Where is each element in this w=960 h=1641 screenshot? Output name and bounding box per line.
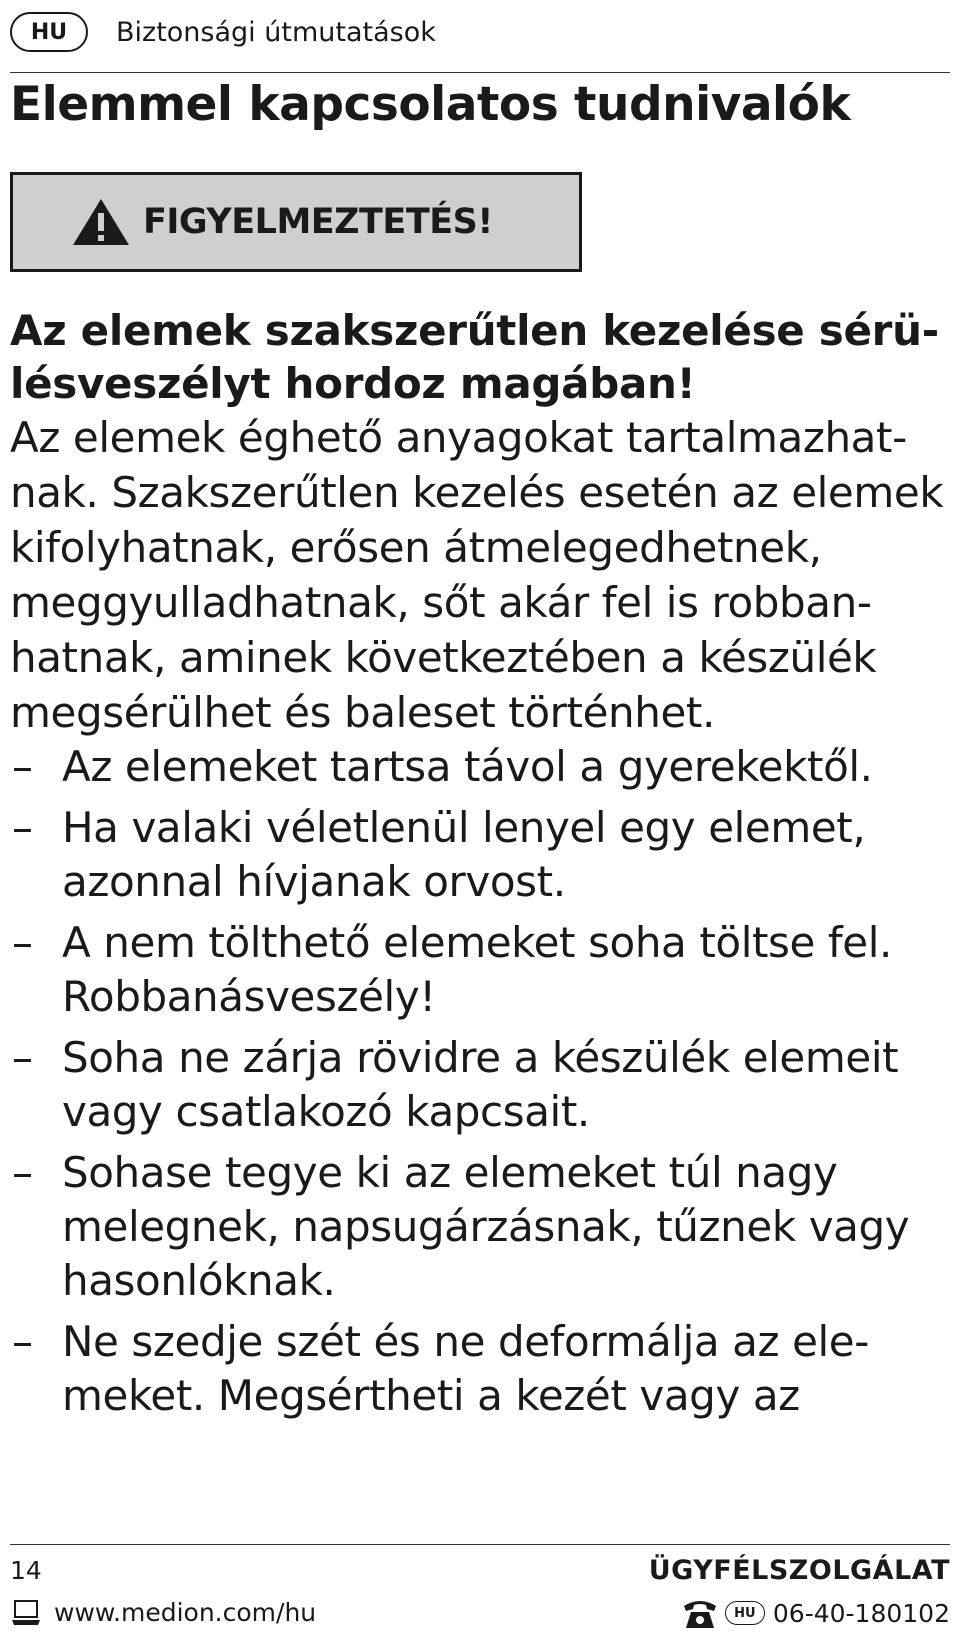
warning-triangle-icon [71,197,131,247]
safety-instruction-list [10,740,960,1423]
footer-divider [10,1544,950,1545]
telephone-icon [681,1596,719,1630]
warning-lead-text: Az elemek szakszerűtlen kezelése sérülésveszélyt hordoz magában! [10,306,940,408]
page-title: Elemmel kapcsolatos tudnivalók [10,77,851,132]
phone-language-badge: HU [725,1601,765,1625]
bullet-dash: – [12,1148,33,1197]
list-item-text: Ne szedje szét és ne deformálja az elemeket. Megsértheti a kezét vagy az [62,1317,870,1420]
page-number: 14 [10,1556,42,1585]
list-item [10,916,960,1024]
laptop-icon [10,1596,42,1628]
main-content [10,304,960,1430]
bullet-dash: – [12,803,33,852]
bullet-dash: – [12,742,33,791]
list-item-text: A nem tölthető elemeket soha töltse fel. Robbanásveszély! [62,918,892,1021]
list-item [10,1315,960,1423]
website-link[interactable]: www.medion.com/hu [54,1598,317,1627]
section-label: Biztonsági útmutatások [116,16,436,48]
list-item [10,740,960,794]
list-item [10,801,960,909]
service-phone [681,1596,950,1630]
list-item [10,1146,960,1308]
list-item-text: Sohase tegye ki az elemeket túl nagy melegnek, napsugárzásnak, tűznek vagy hasonlóknak. [62,1148,910,1305]
warning-label: FIGYELMEZTETÉS! [143,202,493,242]
list-item-text: Az elemeket tartsa távol a gyerekektől. [62,742,873,791]
language-badge: HU [10,12,88,52]
list-item-text: Ha valaki véletlenül lenyel egy elemet, azonnal hívjanak orvost. [62,803,866,906]
bullet-dash: – [12,918,33,967]
bullet-dash: – [12,1033,33,1082]
list-item-text: Soha ne zárja rövidre a készülék elemeit vagy csatlakozó kapcsait. [62,1033,899,1136]
customer-service-label: ÜGYFÉLSZOLGÁLAT [648,1555,950,1586]
page-header [10,12,436,52]
list-item [10,1031,960,1139]
warning-body-text: Az elemek éghető anyagokat tartalmazhatnak. Szakszerűtlen kezelés esetén az elemek kifolyhatnak, erősen átmelegedhetnek, meggyulladhatnak, sőt akár fel is robbanhatnak, aminek következtében a készülék megsérülhet és baleset történhet. [10,413,944,737]
phone-number: 06-40-180102 [772,1598,950,1628]
bullet-dash: – [12,1317,33,1366]
header-divider [10,72,950,73]
warning-box [10,172,582,272]
